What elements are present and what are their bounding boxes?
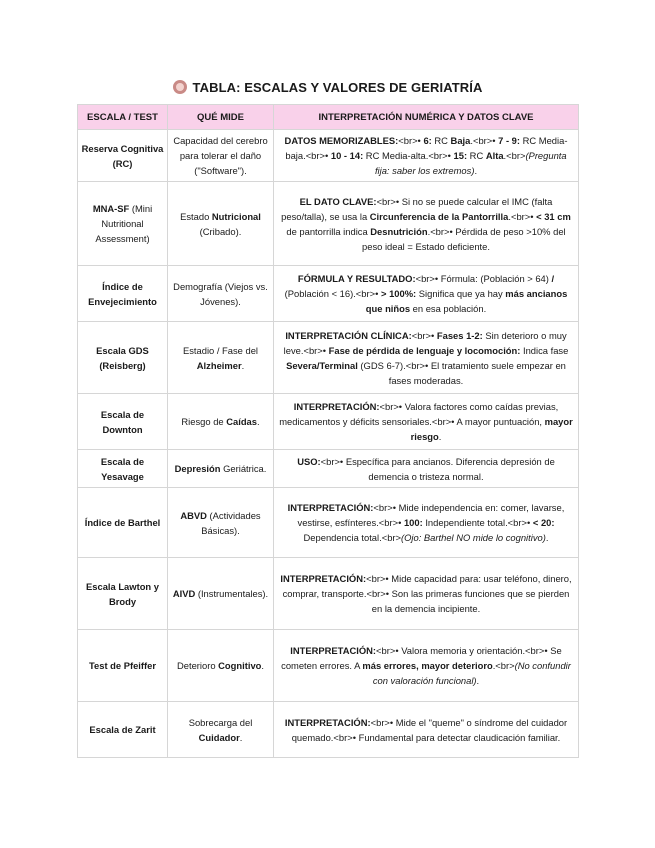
scale-name-cell <box>78 266 168 322</box>
interpretation-segment: .<br>• Pérdida de peso >10% del peso ideal = Estado deficiente. <box>362 225 566 252</box>
scale-name-segment: (Mini Nutritional Assessment) <box>95 203 153 244</box>
measure-cell <box>168 130 274 182</box>
page-title-text: TABLA: ESCALAS Y VALORES DE GERIATRÍA <box>192 80 483 95</box>
table-row <box>78 130 579 182</box>
scale-name: Índice de Envejecimiento <box>88 280 157 307</box>
interpretation-segment: <br>• Específica para ancianos. Diferencia depresión de demencia o tristeza normal. <box>320 455 555 482</box>
interpretation-segment: INTERPRETACIÓN: <box>280 573 367 584</box>
measure-segment: Capacidad del cerebro para tolerar el daño ("Software"). <box>173 135 268 176</box>
interpretation-segment: INTERPRETACIÓN: <box>287 502 374 513</box>
interpretation-segment: 6: <box>423 135 432 146</box>
scale-name: Escala de Zarit <box>89 724 156 735</box>
measure-cell <box>168 558 274 630</box>
interpretation-segment: INTERPRETACIÓN: <box>290 645 377 656</box>
interpretation-segment: (Ojo: Barthel NO mide lo cognitivo) <box>401 532 546 543</box>
interpretation-segment: en esa población. <box>410 303 487 314</box>
interpretation-segment: Fases 1-2: <box>436 329 483 341</box>
table-body <box>78 130 579 758</box>
interpretation-segment: < 20: <box>532 517 555 528</box>
interpretation-segment: (Pregunta fija: saber los extremos) <box>374 150 567 176</box>
measure-segment: Estadio / Fase del <box>182 344 259 356</box>
measure-segment: (Instrumentales). <box>195 588 269 599</box>
measure-segment: Depresión <box>174 463 221 474</box>
scale-name-cell <box>78 558 168 630</box>
brain-emoji-icon <box>173 80 187 94</box>
interpretation-segment: Desnutrición <box>370 225 428 237</box>
interpretation-segment: <br>• Mide independencia en: comer, lavarse, vestirse, esfínteres.<br>• <box>297 502 565 528</box>
interpretation-segment: RC Media-alta.<br>• <box>363 150 454 161</box>
interpretation-cell <box>274 630 579 702</box>
measure-cell <box>168 322 274 394</box>
interpretation-segment: mayor riesgo <box>410 416 573 442</box>
measure-segment: Demografía (Viejos vs. Jóvenes). <box>173 280 268 307</box>
measure-segment: Sobrecarga del <box>188 716 253 728</box>
interpretation-segment: más ancianos que niños <box>365 288 568 314</box>
interpretation-cell <box>274 130 579 182</box>
interpretation-segment: Baja <box>450 135 471 146</box>
interpretation-segment: Sin deterioro o muy leve.<br>• <box>283 329 567 356</box>
scale-name-cell <box>78 702 168 758</box>
interpretation-segment: <br>• Mide el "queme" o síndrome del cuidador quemado.<br>• Fundamental para detectar claudicación familiar. <box>291 716 568 743</box>
scale-name: Escala de Downton <box>100 408 145 435</box>
measure-cell <box>168 630 274 702</box>
interpretation-segment: EL DATO CLAVE: <box>299 195 377 207</box>
interpretation-segment: . <box>476 675 480 686</box>
measure-segment: (Cribado). <box>199 225 242 237</box>
measure-segment: Alzheimer <box>196 359 242 371</box>
interpretation-segment: Severa/Terminal <box>286 359 358 371</box>
geriatric-scales-table <box>77 104 579 758</box>
interpretation-segment: . <box>474 165 478 176</box>
interpretation-segment: INTERPRETACIÓN: <box>284 716 371 728</box>
measure-segment: Cognitivo <box>218 660 262 671</box>
header-scale: ESCALA / TEST <box>78 105 168 130</box>
table-row <box>78 702 579 758</box>
scale-name-cell <box>78 450 168 488</box>
interpretation-segment: > 100%: <box>380 288 417 299</box>
interpretation-cell <box>274 182 579 266</box>
interpretation-segment: Indica fase <box>520 344 569 356</box>
interpretation-segment: (Población < 16).<br>• <box>284 288 381 299</box>
measure-cell <box>168 182 274 266</box>
header-interpretation: INTERPRETACIÓN NUMÉRICA Y DATOS CLAVE <box>274 105 579 130</box>
interpretation-cell <box>274 702 579 758</box>
interpretation-segment: DATOS MEMORIZABLES: <box>284 135 399 146</box>
measure-cell <box>168 450 274 488</box>
interpretation-segment: 100: <box>403 517 423 528</box>
scale-name: Escala Lawton y Brody <box>86 580 159 607</box>
measure-cell <box>168 266 274 322</box>
interpretation-segment: RC Media-baja.<br>• <box>285 135 568 161</box>
interpretation-cell <box>274 558 579 630</box>
interpretation-segment: USO: <box>297 455 321 467</box>
interpretation-segment: 7 - 9: <box>498 135 521 146</box>
table-row <box>78 182 579 266</box>
interpretation-segment: .<br>• <box>508 210 537 222</box>
interpretation-segment: de pantorrilla indica <box>286 225 371 237</box>
interpretation-segment: <br>• Mide capacidad para: usar teléfono, dinero, comprar, transporte.<br>• Son las primeras funciones que se pierden en la demencia incipiente. <box>282 573 572 614</box>
measure-segment: Cuidador <box>198 731 240 743</box>
interpretation-segment: .<br>• <box>470 135 499 146</box>
scale-name: Escala de Yesavage <box>100 455 145 482</box>
scale-name-cell <box>78 182 168 266</box>
interpretation-segment: INTERPRETACIÓN CLÍNICA: <box>285 329 412 341</box>
scale-name-cell <box>78 322 168 394</box>
interpretation-segment: más errores, mayor deterioro <box>362 660 493 671</box>
interpretation-segment: INTERPRETACIÓN: <box>293 401 380 412</box>
measure-segment: Geriátrica. <box>220 463 267 474</box>
table-row <box>78 630 579 702</box>
interpretation-segment: < 31 cm <box>536 210 571 222</box>
scale-name: Reserva Cognitiva (RC) <box>81 142 164 169</box>
table-row <box>78 266 579 322</box>
measure-segment: . <box>256 416 260 427</box>
interpretation-cell <box>274 266 579 322</box>
interpretation-segment: 10 - 14: <box>330 150 364 161</box>
scale-name-cell <box>78 488 168 558</box>
interpretation-cell <box>274 488 579 558</box>
interpretation-segment: Alta <box>485 150 504 161</box>
measure-segment: Nutricional <box>211 210 261 222</box>
interpretation-segment: / <box>551 273 555 284</box>
scale-name-cell <box>78 394 168 450</box>
scale-name: Test de Pfeiffer <box>88 660 157 671</box>
measure-cell <box>168 702 274 758</box>
interpretation-segment: RC <box>467 150 486 161</box>
measure-cell <box>168 488 274 558</box>
measure-segment: . <box>239 731 243 743</box>
measure-segment: AIVD <box>172 588 196 599</box>
measure-segment: ABVD <box>180 509 207 521</box>
page-title <box>0 80 655 95</box>
table-row <box>78 450 579 488</box>
interpretation-segment: Dependencia total.<br> <box>303 532 401 543</box>
interpretation-segment: .<br> <box>503 150 526 161</box>
scale-name-segment: MNA-SF <box>92 203 130 214</box>
interpretation-segment: <br>• Valora factores como caídas previas, medicamentos y déficits sensoriales.<br>• A mayor puntuación, <box>279 401 559 427</box>
interpretation-cell <box>274 394 579 450</box>
interpretation-segment: <br>• Valora memoria y orientación.<br>• Se cometen errores. A <box>281 645 562 671</box>
interpretation-segment: (No confundir con valoración funcional) <box>372 660 571 686</box>
measure-segment: Caídas <box>226 416 257 427</box>
interpretation-segment: <br>• <box>398 135 424 146</box>
table-row <box>78 488 579 558</box>
interpretation-segment: <br>• Fórmula: (Población > 64) <box>415 273 552 284</box>
interpretation-segment: .<br> <box>492 660 515 671</box>
scale-name-cell <box>78 630 168 702</box>
interpretation-segment: <br>• <box>411 329 437 341</box>
scale-name: Índice de Barthel <box>84 517 161 528</box>
table-row <box>78 322 579 394</box>
interpretation-segment: Independiente total.<br>• <box>422 517 533 528</box>
interpretation-cell <box>274 450 579 488</box>
interpretation-segment: . <box>438 431 442 442</box>
table-row <box>78 394 579 450</box>
scale-name: Escala GDS (Reisberg) <box>96 344 149 371</box>
scale-name-cell <box>78 130 168 182</box>
interpretation-segment: . <box>545 532 549 543</box>
interpretation-segment: Significa que ya hay <box>416 288 506 299</box>
measure-segment: . <box>261 660 264 671</box>
interpretation-cell <box>274 322 579 394</box>
measure-segment: . <box>241 359 245 371</box>
interpretation-segment: Circunferencia de la Pantorrilla <box>369 210 509 222</box>
table-header-row <box>78 105 579 130</box>
table-row <box>78 558 579 630</box>
interpretation-segment: <br>• Si no se puede calcular el IMC (falta peso/talla), se usa la <box>281 195 553 222</box>
measure-cell <box>168 394 274 450</box>
measure-segment: (Actividades Básicas). <box>201 509 261 536</box>
header-measures: QUÉ MIDE <box>168 105 274 130</box>
interpretation-segment: Fase de pérdida de lenguaje y locomoción: <box>328 344 521 356</box>
measure-segment: Riesgo de <box>181 416 227 427</box>
interpretation-segment: FÓRMULA Y RESULTADO: <box>297 273 416 284</box>
measure-segment: Estado <box>180 210 212 222</box>
measure-segment: Deterioro <box>176 660 219 671</box>
interpretation-segment: 15: <box>453 150 468 161</box>
interpretation-segment: RC <box>431 135 451 146</box>
interpretation-segment: (GDS 6-7).<br>• El tratamiento suele empezar en fases moderadas. <box>357 359 566 386</box>
